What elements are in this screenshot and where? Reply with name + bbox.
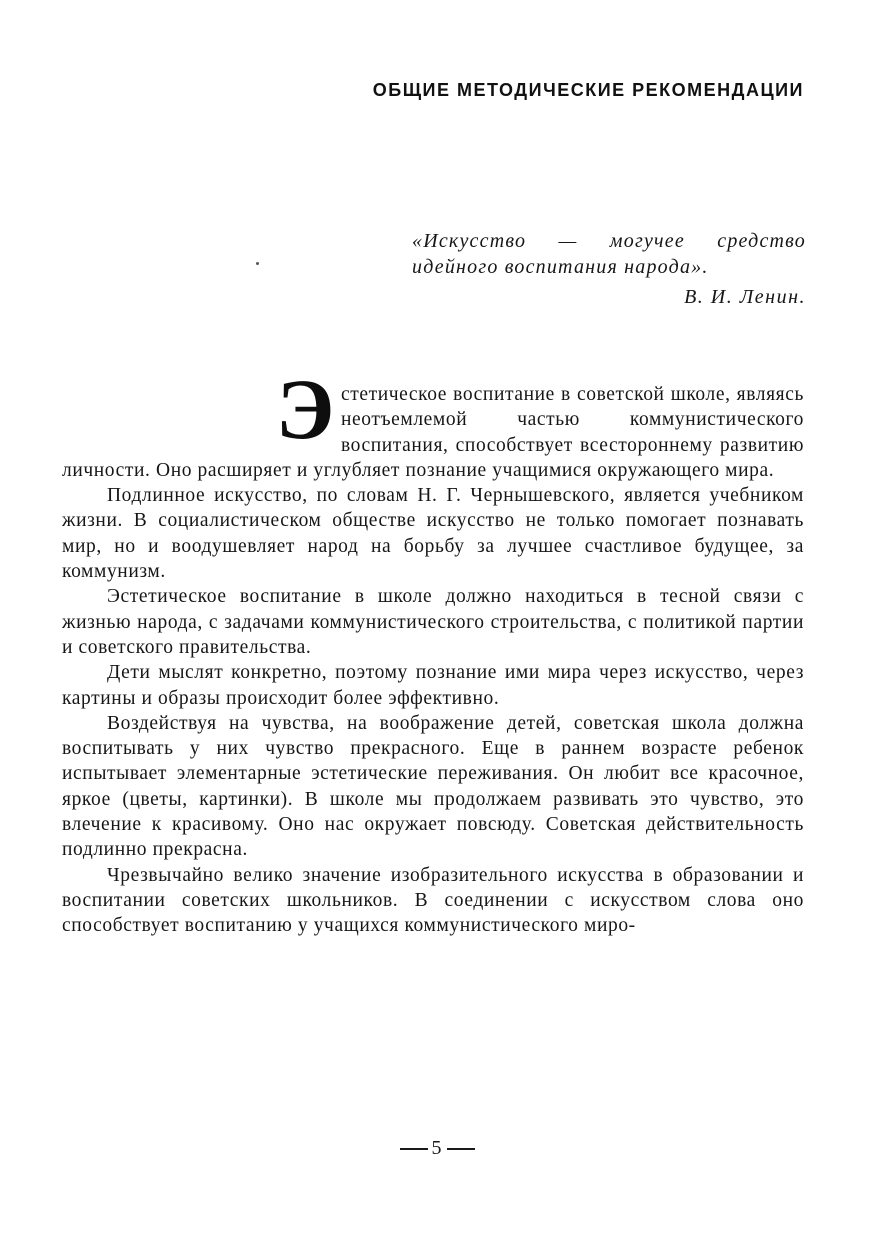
paragraph-1 — [62, 361, 804, 483]
page-number-dash-left — [400, 1148, 428, 1150]
epigraph-quote: «Искусство — могучее средство идейного воспитания народа». — [412, 230, 806, 278]
page-number-dash-right — [447, 1148, 475, 1150]
paragraph-4: Дети мыслят конкретно, поэтому познание ими мира через искусство, через картины и образы происходит более эффективно. — [62, 662, 804, 709]
paragraph-2: Подлинное искусство, по словам Н. Г. Чернышевского, является учебником жизни. В социалистическом обществе искусство не только помогает познавать мир, но и воодушевляет народ на борьбу за лучшее счастливое будущее, за коммунизм. — [62, 485, 804, 583]
paragraph-5: Воздействуя на чувства, на воображение детей, советская школа должна воспитывать у них чувство прекрасного. Еще в раннем возрасте ребенок испытывает элементарные эстетические переживания. Он любит все красочное, яркое (цветы, картинки). В школе мы продолжаем развивать это чувство, это влечение к красивому. Оно нас окружает повсюду. Советская действительность подлинно прекрасна. — [62, 712, 804, 861]
epigraph — [412, 228, 806, 310]
page-number — [0, 1137, 874, 1160]
paragraph-1-text: стетическое воспитание в советской школе, являясь неотъемлемой частью коммунистического воспитания, способствует всестороннему развитию личности. Оно расширяет и углубляет познание учащимися окружающего мира. — [62, 384, 804, 481]
page-number-value: 5 — [431, 1137, 443, 1159]
epigraph-author: В. И. Ленин. — [684, 286, 806, 308]
drop-cap: Э — [276, 361, 335, 457]
paragraph-3: Эстетическое воспитание в школе должно находиться в тесной связи с жизнью народа, с задачами коммунистического строительства, с политикой партии и советского правительства. — [62, 586, 804, 658]
print-speck — [256, 262, 259, 265]
paragraph-6: Чрезвычайно велико значение изобразительного искусства в образовании и воспитании советских школьников. В соединении с искусством слова оно способствует воспитанию у учащихся коммунистического миро- — [62, 864, 804, 937]
running-header: ОБЩИЕ МЕТОДИЧЕСКИЕ РЕКОМЕНДАЦИИ — [372, 80, 804, 100]
body-text — [62, 361, 804, 939]
